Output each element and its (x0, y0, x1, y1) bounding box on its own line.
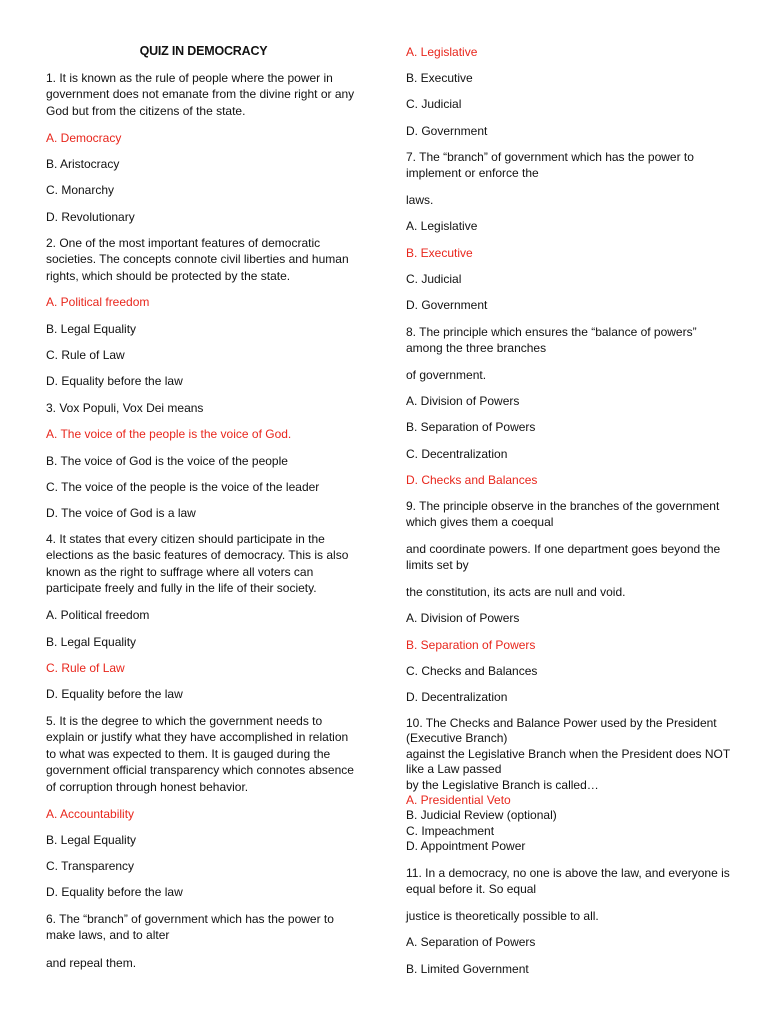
q4-option-d: D. Equality before the law (46, 687, 183, 701)
question-10-line-3: by the Legislative Branch is called… (406, 778, 599, 792)
question-3: 3. Vox Populi, Vox Dei means (46, 401, 204, 415)
q2-option-a-answer: A. Political freedom (46, 295, 150, 309)
q10-option-d: D. Appointment Power (406, 839, 526, 853)
question-11: 11. In a democracy, no one is above the law, and everyone is equal before it. So equal (406, 866, 730, 897)
q4-option-a: A. Political freedom (46, 608, 150, 622)
q8-option-b: B. Separation of Powers (406, 420, 536, 434)
q5-option-b: B. Legal Equality (46, 833, 137, 847)
q9-option-a: A. Division of Powers (406, 611, 520, 625)
q2-option-b: B. Legal Equality (46, 322, 137, 336)
q3-option-d: D. The voice of God is a law (46, 506, 196, 520)
q2-option-d: D. Equality before the law (46, 374, 183, 388)
q11-option-a: A. Separation of Powers (406, 935, 536, 949)
q10-option-b: B. Judicial Review (optional) (406, 808, 557, 822)
q9-option-b-answer: B. Separation of Powers (406, 638, 536, 652)
q1-option-c: C. Monarchy (46, 183, 115, 197)
q5-option-a-answer: A. Accountability (46, 807, 135, 821)
question-6: 6. The “branch” of government which has the power to make laws, and to alter (46, 912, 334, 943)
question-1: 1. It is known as the rule of people where the power in government does not emanate from the divine right or any God but from the citizens of the state. (46, 71, 355, 118)
q8-option-a: A. Division of Powers (406, 394, 520, 408)
q1-option-b: B. Aristocracy (46, 157, 120, 171)
question-7-continued: laws. (406, 193, 434, 207)
right-column (406, 0, 731, 1024)
question-10-line-1: 10. The Checks and Balance Power used by the President (Executive Branch) (406, 716, 717, 746)
q7-option-d: D. Government (406, 298, 488, 312)
question-8: 8. The principle which ensures the “balance of powers” among the three branches (406, 325, 697, 356)
q11-option-b: B. Limited Government (406, 962, 529, 976)
left-column (46, 0, 361, 1024)
question-10-line-2: against the Legislative Branch when the President does NOT like a Law passed (406, 747, 730, 777)
q5-option-d: D. Equality before the law (46, 885, 183, 899)
q1-option-d: D. Revolutionary (46, 210, 135, 224)
q3-option-b: B. The voice of God is the voice of the people (46, 454, 288, 468)
question-8-continued: of government. (406, 368, 487, 382)
q3-option-a-answer: A. The voice of the people is the voice of God. (46, 427, 292, 441)
q2-option-c: C. Rule of Law (46, 348, 125, 362)
q6-option-b: B. Executive (406, 71, 473, 85)
question-4: 4. It states that every citizen should participate in the elections as the basic features of democracy. This is also known as the right to suffrage where all voters can participate freely and fully in the life of their society. (46, 532, 349, 596)
page-title: QUIZ IN DEMOCRACY (139, 44, 268, 58)
question-5: 5. It is the degree to which the government needs to explain or justify what they have accomplished in relation to what was expected to them. It is gauged during the government official transparency which connotes absence of corruption through honest behavior. (46, 714, 354, 794)
q7-option-b-answer: B. Executive (406, 246, 473, 260)
q3-option-c: C. The voice of the people is the voice of the leader (46, 480, 320, 494)
q8-option-c: C. Decentralization (406, 447, 508, 461)
q4-option-b: B. Legal Equality (46, 635, 137, 649)
question-6-continued: and repeal them. (46, 956, 137, 970)
q9-option-c: C. Checks and Balances (406, 664, 538, 678)
q7-option-a: A. Legislative (406, 219, 478, 233)
q7-option-c: C. Judicial (406, 272, 462, 286)
q10-option-a-answer: A. Presidential Veto (406, 793, 511, 807)
q8-option-d-answer: D. Checks and Balances (406, 473, 538, 487)
q6-option-d: D. Government (406, 124, 488, 138)
q9-option-d: D. Decentralization (406, 690, 508, 704)
q4-option-c-answer: C. Rule of Law (46, 661, 125, 675)
question-11-continued: justice is theoretically possible to all. (406, 909, 599, 923)
question-9: 9. The principle observe in the branches of the government which gives them a coequal (406, 499, 720, 530)
question-9-continued-2: the constitution, its acts are null and void. (406, 585, 626, 599)
q5-option-c: C. Transparency (46, 859, 135, 873)
q1-option-a-answer: A. Democracy (46, 131, 122, 145)
question-7: 7. The “branch” of government which has the power to implement or enforce the (406, 150, 694, 181)
q10-option-c: C. Impeachment (406, 824, 495, 838)
question-9-continued: and coordinate powers. If one department goes beyond the limits set by (406, 542, 721, 573)
q6-option-a-answer: A. Legislative (406, 45, 478, 59)
q6-option-c: C. Judicial (406, 97, 462, 111)
question-2: 2. One of the most important features of democratic societies. The concepts connote civil liberties and human rights, which should be protected by the state. (46, 236, 349, 283)
